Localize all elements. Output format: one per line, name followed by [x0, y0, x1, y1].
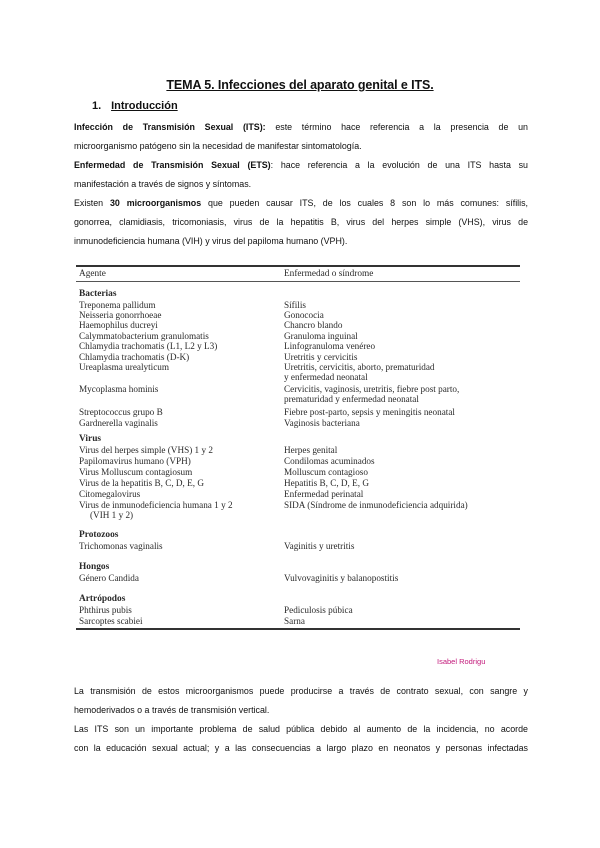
table-cell-disease: Cervicitis, vaginosis, uretritis, fiebre post parto, — [284, 384, 460, 394]
agents-table — [76, 262, 522, 672]
table-header-agent: Agente — [79, 269, 106, 279]
paragraph-text: Existen — [74, 198, 110, 208]
table-cell-disease-cont: y enfermedad neonatal — [284, 372, 368, 382]
section-label: Introducción — [111, 100, 178, 112]
paragraph-line: hemoderivados o a través de transmisión vertical. — [74, 705, 270, 715]
paragraph-public-health — [74, 720, 528, 758]
table-cell-disease: Uretritis y cervicitis — [284, 352, 358, 362]
table-cell-agent: Virus del herpes simple (VHS) 1 y 2 — [79, 445, 213, 455]
table-cell-disease: Vaginitis y uretritis — [284, 541, 355, 551]
paragraph-line: La transmisión de estos microorganismos puede producirse a través de contrato sexual, con sangre y — [74, 686, 528, 696]
table-cell-agent: Trichomonas vaginalis — [79, 541, 163, 551]
paragraph-ets-definition — [74, 156, 528, 194]
paragraph-line: manifestación a través de signos y síntomas. — [74, 179, 252, 189]
table-cell-agent: Género Candida — [79, 573, 139, 583]
group-bacterias: Bacterias — [79, 289, 117, 299]
paragraph-text: que pueden causar ITS, de los cuales 8 son lo más comunes: sífilis, — [201, 198, 529, 208]
table-cell-disease: Sarna — [284, 616, 305, 626]
table-cell-disease: Sífilis — [284, 300, 306, 310]
group-virus: Virus — [79, 434, 102, 444]
paragraph-line: con la educación sexual actual; y a las consecuencias a largo plazo en neonatos y personas infectadas — [74, 743, 528, 753]
section-heading — [92, 100, 178, 112]
table-cell-agent: Mycoplasma hominis — [79, 384, 159, 394]
table-cell-disease: Gonococia — [284, 310, 324, 320]
table-cell-agent: Gardnerella vaginalis — [79, 418, 158, 428]
table-cell-agent: Phthirus pubis — [79, 605, 132, 615]
table-cell-disease: Hepatitis B, C, D, E, G — [284, 478, 369, 488]
table-cell-agent: Virus de la hepatitis B, C, D, E, G — [79, 478, 204, 488]
table-top-rule — [76, 265, 520, 267]
author-watermark: Isabel Rodrigu — [437, 657, 486, 666]
table-cell-disease: Uretritis, cervicitis, aborto, prematuridad — [284, 362, 435, 372]
term-count: 30 microorganismos — [109, 198, 202, 208]
paragraph-line — [74, 118, 528, 137]
paragraph-line: Las ITS son un importante problema de salud pública debido al aumento de la incidencia, no acorde — [74, 724, 528, 734]
table-cell-disease: Granuloma inguinal — [284, 331, 358, 341]
table-cell-disease: Enfermedad perinatal — [284, 489, 364, 499]
table-cell-disease: Molluscum contagioso — [284, 467, 368, 477]
paragraph-line: inmunodeficiencia humana (VIH) y virus del papiloma humano (VPH). — [74, 236, 348, 246]
paragraph-line: microorganismo patógeno sin la necesidad de manifestar sintomatología. — [74, 141, 362, 151]
table-cell-agent: Chlamydia trachomatis (D-K) — [79, 352, 190, 362]
table-header-disease: Enfermedad o síndrome — [284, 269, 374, 279]
paragraph-transmission — [74, 682, 528, 720]
table-cell-disease: Herpes genital — [284, 445, 338, 455]
table-cell-disease: Chancro blando — [284, 320, 343, 330]
table-cell-agent: Papilomavirus humano (VPH) — [79, 456, 191, 466]
paragraph-text: este término hace referencia a la presencia de un — [265, 122, 528, 132]
paragraph-its-definition — [74, 118, 528, 156]
paragraph-microorganisms — [74, 194, 528, 251]
table-cell-agent: Haemophilus ducreyi — [79, 320, 158, 330]
table-cell-disease: Pediculosis púbica — [284, 605, 353, 615]
group-protozoos: Protozoos — [79, 530, 119, 540]
table-bottom-rule — [76, 628, 520, 630]
paragraph-line — [74, 194, 528, 213]
term-ets: Enfermedad de Transmisión Sexual (ETS) — [74, 160, 271, 170]
group-artropodos: Artrópodos — [79, 594, 126, 604]
section-number: 1. — [92, 100, 102, 112]
table-cell-disease: SIDA (Síndrome de inmunodeficiencia adquirida) — [284, 500, 468, 510]
group-hongos: Hongos — [79, 562, 110, 572]
table-cell-disease: Vulvovaginitis y balanopostitis — [284, 573, 399, 583]
table-cell-agent: Streptococcus grupo B — [79, 407, 163, 417]
table-cell-agent: Neisseria gonorrhoeae — [79, 310, 162, 320]
paragraph-line — [74, 156, 528, 175]
table-cell-agent-cont: (VIH 1 y 2) — [90, 510, 134, 520]
table-cell-disease: Vaginosis bacteriana — [284, 418, 360, 428]
table-cell-disease: Linfogranuloma venéreo — [284, 341, 376, 351]
table-cell-agent: Virus de inmunodeficiencia humana 1 y 2 — [79, 500, 233, 510]
table-cell-agent: Virus Molluscum contagiosum — [79, 467, 193, 477]
table-cell-agent: Calymmatobacterium granulomatis — [79, 331, 209, 341]
paragraph-text: : hace referencia a la evolución de una ITS hasta su — [270, 160, 528, 170]
table-cell-agent: Citomegalovirus — [79, 489, 141, 499]
table-cell-agent: Ureaplasma urealyticum — [79, 362, 170, 372]
table-cell-disease: Condilomas acuminados — [284, 456, 375, 466]
paragraph-line: gonorrea, clamidiasis, tricomoniasis, virus de la hepatitis B, virus del herpes simple (VHS), virus de — [74, 217, 528, 227]
table-header-rule — [76, 281, 520, 282]
term-its: Infección de Transmisión Sexual (ITS): — [74, 122, 266, 132]
table-cell-agent: Treponema pallidum — [79, 300, 156, 310]
table-cell-disease-cont: prematuridad y enfermedad neonatal — [284, 394, 419, 404]
table-cell-agent: Sarcoptes scabiei — [79, 616, 143, 626]
page-title: TEMA 5. Infecciones del aparato genital e ITS. — [166, 78, 434, 92]
table-cell-agent: Chlamydia trachomatis (L1, L2 y L3) — [79, 341, 218, 351]
table-cell-disease: Fiebre post-parto, sepsis y meningitis neonatal — [284, 407, 455, 417]
